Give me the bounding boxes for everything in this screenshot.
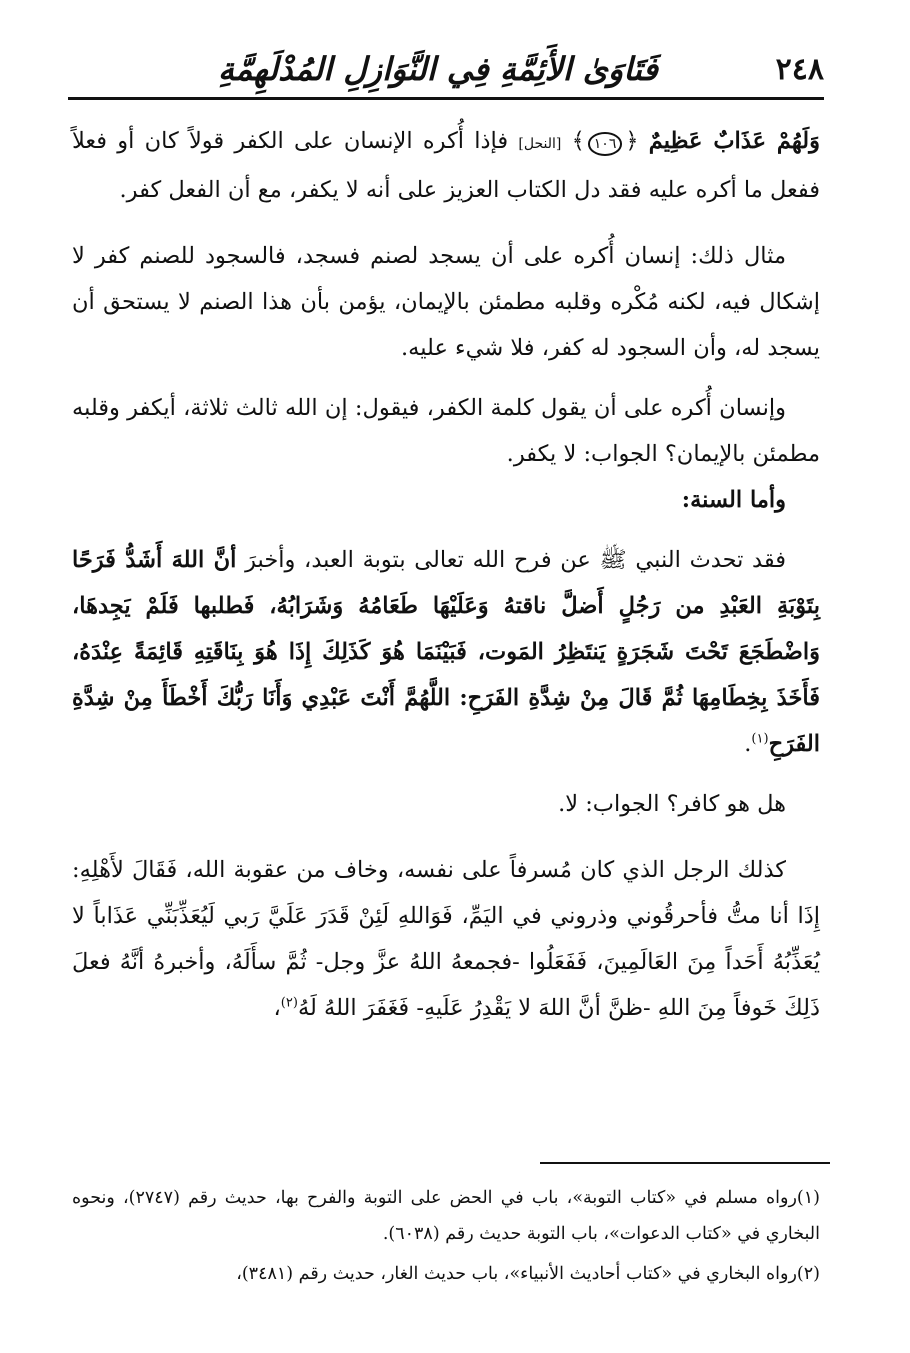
- page-number: ٢٤٨: [775, 52, 824, 87]
- sentence-end: ،: [273, 995, 281, 1021]
- hadith-text: كذلك الرجل الذي كان مُسرفاً على نفسه، وخاف من عقوبة الله، فَقَالَ لأَهْلِهِ: إِذَا أنا متُّ فأحرقُوني وذروني في اليَمِّ، فَوَاللهِ لَئِنْ قَدَرَ عَلَيَّ رَبي لَيُعَذِّبَنِّي عَذَاباً لا يُعَذِّبُهُ أَحَداً مِنَ العَالَمِينَ، فَفَعَلُوا -فجمعهُ اللهُ عزَّ وجل- ثُمَّ سأَلَهُ، وأخبرهُ أنَّهُ فعلَ ذَلِكَ خَوفاً مِنَ اللهِ -ظنَّ أنَّ اللهَ لا يَقْدِرُ عَلَيهِ- فَغَفَرَ اللهُ لَهُ: [72, 857, 820, 1021]
- section-heading-sunnah: وأما السنة:: [681, 487, 786, 513]
- paragraph-hadith-repentance: [72, 537, 820, 767]
- footnote-ref-2: (٢): [280, 995, 298, 1011]
- paragraph-hadith-burned-man: [72, 847, 820, 1031]
- hadith-text: أنَّ اللهَ أَشَدُّ فَرَحًا بِتَوْبَةِ العَبْدِ من رَجُلٍ أَضلَّ ناقتهُ وَعَلَيْهَا طَعَامُهُ وَشَرَابُهُ، فَطلبها فَلَمْ يَجِدهَا، وَاضْطَجَعَ تَحْتَ شَجَرَةٍ يَنتَظِرُ المَوت، فَبَيْنَمَا هُوَ كَذَلِكَ إِذَا هُوَ بِنَاقَتِهِ قَائِمَةً عِنْدَهُ، فَأَخَذَ بِخِطَامِهَا ثُمَّ قَالَ مِنْ شِدَّةِ الفَرَحِ: اللَّهُمَّ أَنْتَ عَبْدِي وَأَنَا رَبُّكَ أَخْطَأَ مِنْ شِدَّةِ الفَرَحِ: [72, 547, 820, 757]
- page-header: [68, 48, 824, 100]
- footnotes: [72, 1180, 820, 1292]
- hadith-intro: فقد تحدث النبي ﷺ عن فرح الله تعالى بتوبة العبد، وأخبرَ: [245, 547, 787, 573]
- verse-number-marker: ١٠٦: [588, 132, 623, 156]
- footnote-separator: [540, 1162, 830, 1164]
- footnote-1: (١)رواه مسلم في «كتاب التوبة»، باب في الحض على التوبة والفرح بها، حديث رقم (٢٧٤٧)، ونحوه البخاري في «كتاب الدعوات»، باب التوبة حديث رقم (٦٠٣٨).: [72, 1188, 820, 1244]
- paragraph-example-word: وإنسان أُكره على أن يقول كلمة الكفر، فيقول: إن الله ثالث ثلاثة، أيكفر وقلبه مطمئن بالإيمان؟ الجواب: لا يكفر.: [72, 395, 820, 467]
- paragraph-quran-continuation: وَلَهُمْ عَذَابٌ عَظِيمٌ ﴿١٠٦﴾ [النحل] فإذا أُكره الإنسان على الكفر قولاً كان أو فعلاً ففعل ما أكره عليه فقد دل الكتاب العزيز على أنه لا يكفر، مع أن الفعل كفر.: [72, 128, 820, 203]
- paragraph-example-idol: مثال ذلك: إنسان أُكره على أن يسجد لصنم فسجد، فالسجود للصنم كفر لا إشكال فيه، لكنه مُكْره وقلبه مطمئن بالإيمان، يؤمن بأن هذا الصنم لا يستحق أن يسجد له، وأن السجود له كفر، فلا شيء عليه.: [72, 243, 820, 361]
- sentence-end: .: [744, 731, 752, 757]
- paragraph-question: هل هو كافر؟ الجواب: لا.: [558, 791, 786, 817]
- header-rule: [68, 97, 824, 100]
- surah-reference: [النحل]: [518, 136, 562, 152]
- quran-verse: وَلَهُمْ عَذَابٌ عَظِيمٌ: [648, 128, 820, 154]
- paragraph-text: فإذا أُكره الإنسان على الكفر قولاً كان أو فعلاً ففعل ما أكره عليه فقد دل الكتاب العزيز على أنه لا يكفر، مع أن الفعل كفر.: [72, 128, 820, 203]
- running-title: فَتَاوَىٰ الأَئِمَّةِ فِي النَّوَازِلِ المُدْلَهِمَّةِ: [218, 50, 658, 88]
- footnote-2: (٢)رواه البخاري في «كتاب أحاديث الأنبياء»، باب حديث الغار، حديث رقم (٣٤٨١)،: [236, 1264, 820, 1284]
- main-text: [72, 118, 820, 1031]
- footnote-ref-1: (١): [751, 731, 769, 747]
